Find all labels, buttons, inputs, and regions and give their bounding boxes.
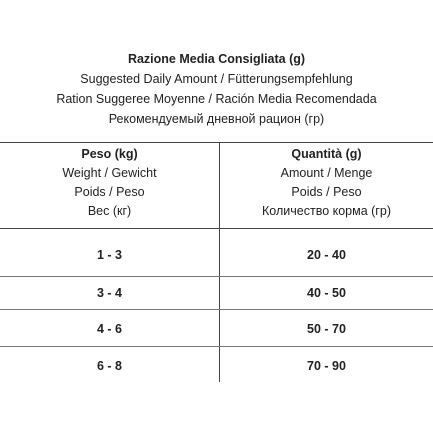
table-row-quantity: 40 - 50 xyxy=(307,286,346,300)
table-row-weight: 4 - 6 xyxy=(96,322,122,336)
quantity-header-title: Quantità (g) xyxy=(291,147,362,161)
table-row-quantity: 50 - 70 xyxy=(307,322,346,336)
quantity-header-line2: Poids / Peso xyxy=(291,185,362,199)
weight-header-line2: Poids / Peso xyxy=(74,185,145,199)
table-row-weight: 6 - 8 xyxy=(96,359,122,373)
quantity-column-header xyxy=(220,145,433,221)
table-top-border xyxy=(0,142,433,143)
table-row-quantity: 20 - 40 xyxy=(307,248,346,262)
weight-column-header xyxy=(0,145,219,221)
header-line-fr-es: Ration Suggeree Moyenne / Ración Media Recomendada xyxy=(56,92,377,106)
quantity-header-line1: Amount / Menge xyxy=(280,166,373,180)
table-row-divider xyxy=(0,309,433,310)
table-row-weight: 1 - 3 xyxy=(96,248,122,262)
weight-header-title: Peso (kg) xyxy=(81,147,138,161)
quantity-header-line3: Количество корма (гр) xyxy=(262,204,391,218)
feeding-guide-header xyxy=(0,49,433,129)
table-header-border xyxy=(0,228,433,229)
weight-header-line1: Weight / Gewicht xyxy=(62,166,157,180)
table-row-divider xyxy=(0,346,433,347)
header-title: Razione Media Consigliata (g) xyxy=(127,52,306,66)
table-row-weight: 3 - 4 xyxy=(96,286,122,300)
table-row-divider xyxy=(0,276,433,277)
table-row-quantity: 70 - 90 xyxy=(307,359,346,373)
header-line-en-de: Suggested Daily Amount / Fütterungsempfehlung xyxy=(80,72,353,86)
feeding-table xyxy=(0,142,433,382)
header-line-ru: Рекомендуемый дневной рацион (гр) xyxy=(108,112,325,126)
weight-header-line3: Вес (кг) xyxy=(87,204,132,218)
